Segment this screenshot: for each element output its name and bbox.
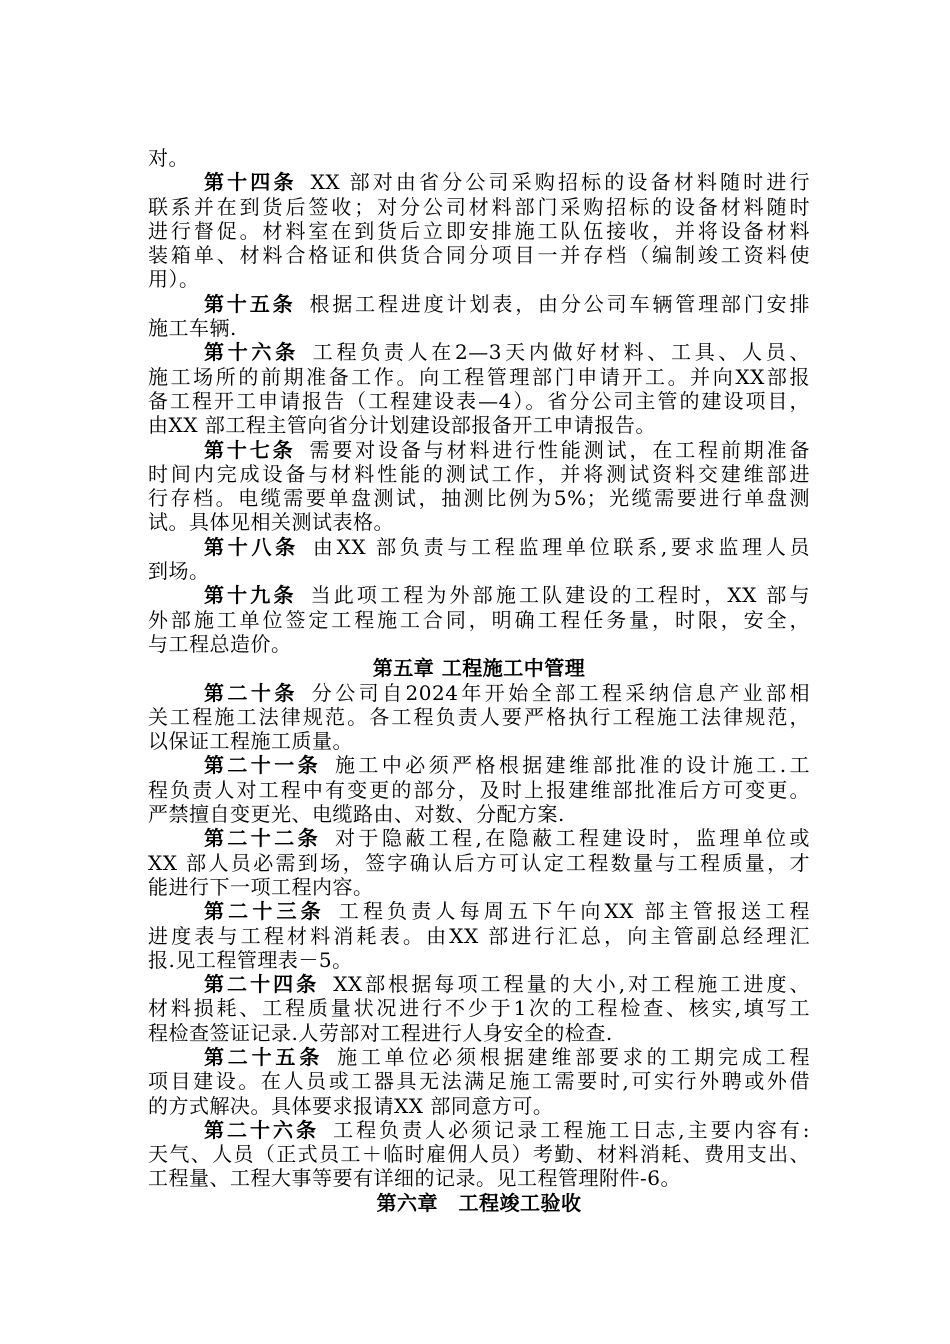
article-label: 第二十五条 — [204, 1044, 324, 1069]
chapter-title: 第六章 工程竣工验收 — [376, 1190, 582, 1215]
article-text: 时间内完成设备与材料性能的测试工作，并将测试资料交建维部进 — [148, 461, 810, 486]
article-26 — [148, 1118, 810, 1191]
article-label: 第二十条 — [204, 680, 298, 705]
article-text: 备工程开工申请报告（工程建设表—4）。省分公司主管的建设项目， — [148, 388, 810, 413]
article-19 — [148, 583, 810, 656]
article-text: 施工中必须严格根据建维部批准的设计施工.工 — [335, 753, 810, 778]
article-24 — [148, 972, 810, 1045]
article-text: 进度表与工程材料消耗表。由XX 部进行汇总，向主管副总经理汇 — [148, 923, 810, 948]
article-label: 第二十三条 — [204, 899, 325, 924]
article-label: 第十五条 — [204, 291, 296, 316]
article-text: 当此项工程为外部施工队建设的工程时，XX 部与 — [310, 583, 810, 608]
article-text: 用）。 — [148, 267, 200, 292]
article-text: 施工场所的前期准备工作。向工程管理部门申请开工。并向XX部报 — [148, 364, 810, 389]
article-label: 第十七条 — [204, 437, 296, 462]
article-text: 程负责人对工程中有变更的部分，及时上报建维部批准后方可变更。 — [148, 777, 810, 802]
article-text: 与工程总造价。 — [148, 631, 292, 656]
article-text: 施工车辆. — [148, 316, 237, 341]
article-text: 程检查签证记录.人劳部对工程进行人身安全的检查. — [148, 1020, 613, 1045]
article-text: 能进行下一项工程内容。 — [148, 874, 374, 899]
article-text: 工程负责人在2—3天内做好材料、工具、人员、 — [312, 340, 810, 365]
article-text: 的方式解决。具体要求报请XX 部同意方可。 — [148, 1093, 554, 1118]
article-text: 项目建设。在人员或工器具无法满足施工需要时,可实行外聘或外借 — [148, 1069, 810, 1094]
article-21 — [148, 753, 810, 826]
article-label: 第十九条 — [204, 583, 297, 608]
article-18 — [148, 535, 810, 584]
article-text: 施工单位必须根据建维部要求的工期完成工程 — [337, 1044, 810, 1069]
article-label: 第二十二条 — [204, 826, 322, 851]
article-text: 工程负责人每周五下午向XX 部主管报送工程 — [338, 899, 810, 924]
article-text: 装箱单、材料合格证和供货合同分项目一并存档（编制竣工资料使 — [148, 243, 810, 268]
article-text: 试。具体见相关测试表格。 — [148, 510, 394, 535]
article-text: 工程量、工程大事等要有详细的记录。见工程管理附件-6。 — [148, 1166, 681, 1191]
article-label: 第二十四条 — [204, 972, 320, 997]
article-22 — [148, 826, 810, 899]
chapter-title: 第五章 工程施工中管理 — [372, 656, 586, 681]
article-text: 行存档。电缆需要单盘测试，抽测比例为5%；光缆需要进行单盘测 — [148, 486, 810, 511]
article-text: XX 部对由省分公司采购招标的设备材料随时进行 — [310, 170, 810, 195]
article-text: 严禁擅自变更光、电缆路由、对数、分配方案. — [148, 802, 565, 827]
article-15 — [148, 292, 810, 341]
article-text: 根据工程进度计划表，由分公司车辆管理部门安排 — [309, 291, 810, 316]
article-text: XX 部人员必需到场，签字确认后方可认定工程数量与工程质量，才 — [148, 850, 810, 875]
article-17 — [148, 438, 810, 535]
article-text: XX部根据每项工程量的大小,对工程施工进度、 — [333, 972, 810, 997]
article-text: 联系并在到货后签收；对分公司材料部门采购招标的设备材料随时 — [148, 194, 810, 219]
article-text: 进行督促。材料室在到货后立即安排施工队伍接收，并将设备材料 — [148, 218, 810, 243]
article-23 — [148, 899, 810, 972]
article-text: 外部施工单位签定工程施工合同，明确工程任务量，时限，安全， — [148, 607, 810, 632]
article-text: 由XX 部负责与工程监理单位联系,要求监理人员 — [312, 534, 810, 559]
article-16 — [148, 340, 810, 437]
article-text: 对于隐蔽工程,在隐蔽工程建设时，监理单位或 — [335, 826, 810, 851]
article-text: 到场。 — [148, 559, 210, 584]
article-20 — [148, 681, 810, 754]
article-text: 由XX 部工程主管向省分计划建设部报备开工申请报告。 — [148, 413, 656, 438]
article-text: 需要对设备与材料进行性能测试，在工程前期准备 — [309, 437, 810, 462]
article-14 — [148, 170, 810, 291]
article-label: 第十八条 — [204, 534, 299, 559]
article-text: 分公司自2024年开始全部工程采纳信息产业部相 — [311, 680, 810, 705]
document-page — [148, 146, 810, 1215]
article-label: 第二十六条 — [204, 1117, 320, 1142]
article-text: 天气、人员（正式员工＋临时雇佣人员）考勤、材料消耗、费用支出、 — [148, 1142, 810, 1167]
article-text: 材料损耗、工程质量状况进行不少于1次的工程检查、核实,填写工 — [148, 996, 810, 1021]
article-label: 第二十一条 — [204, 753, 322, 778]
article-text: 关工程施工法律规范。各工程负责人要严格执行工程施工法律规范， — [148, 704, 810, 729]
article-label: 第十六条 — [204, 340, 299, 365]
article-text: 工程负责人必须记录工程施工日志,主要内容有: — [333, 1117, 810, 1142]
article-text: 报.见工程管理表－5。 — [148, 947, 353, 972]
continuation-fragment: 对。 — [148, 146, 189, 170]
article-25 — [148, 1045, 810, 1118]
article-text: 以保证工程施工质量。 — [148, 729, 353, 754]
article-label: 第十四条 — [204, 170, 297, 195]
